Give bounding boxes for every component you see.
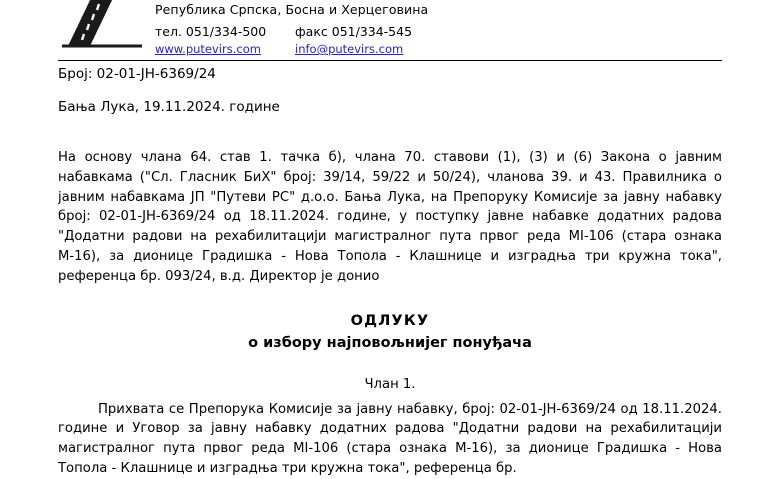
- road-logo: [62, 0, 142, 50]
- article-label: Члан 1.: [364, 376, 416, 392]
- header-divider: [58, 60, 722, 61]
- document-number: Број: 02-01-ЈН-6369/24: [58, 66, 216, 82]
- article-paragraph: Прихвата се Препорука Комисије за јавну набавку, број: 02-01-ЈН-6369/24 од 18.11.2024. године и Уговор за јавну набавку додатних радова "Додатни радови на рехабилитацији магистралног пута првог реда МI-106 (стара ознака М-16), за дионице Градишка - Нова Топола - Клашнице и изградња три кружна тока", референца бр.: [58, 401, 722, 476]
- organization-name: Република Српска, Босна и Херцеговина: [155, 2, 429, 17]
- place-and-date: Бања Лука, 19.11.2024. године: [58, 99, 280, 115]
- decision-title: ОДЛУКУ: [350, 312, 430, 329]
- links-row: [155, 42, 715, 56]
- fax-number: факс 051/334-545: [295, 24, 413, 39]
- website-link-wrap: [155, 42, 295, 56]
- letterhead-text: [155, 2, 715, 56]
- letterhead: [0, 0, 780, 62]
- legal-basis-paragraph: На основу члана 64. став 1. тачка б), члана 70. ставови (1), (3) и (6) Закона о јавним набавкама ("Сл. Гласник БиХ" број: 39/14, 59/22 и 50/24), чланова 39. и 43. Правилника о јавним набавкама ЈП "Путеви РС" д.о.о. Бања Лука, на Препоруку Комисије за јавну набавку број: 02-01-ЈН-6369/24 од 18.11.2024. године, у поступку јавне набавке додатних радова "Додатни радови на рехабилитацији магистралног пута првог реда МI-106 (стара ознака М-16), за дионице Градишка - Нова Топола - Клашнице и изградња три кружна тока", референца бр. 093/24, в.д. Директор је донио: [58, 150, 722, 284]
- decision-title-block: [58, 313, 722, 351]
- document-meta: [58, 66, 722, 117]
- decision-subtitle: о избору најповољнијег понуђача: [248, 334, 532, 351]
- website-link[interactable]: www.putevirs.com: [155, 42, 261, 56]
- email-link[interactable]: info@putevirs.com: [295, 42, 404, 56]
- contact-row: [155, 24, 715, 39]
- phone-number: тел. 051/334-500: [155, 24, 267, 39]
- document-body: [58, 148, 722, 479]
- email-link-wrap: [295, 42, 403, 56]
